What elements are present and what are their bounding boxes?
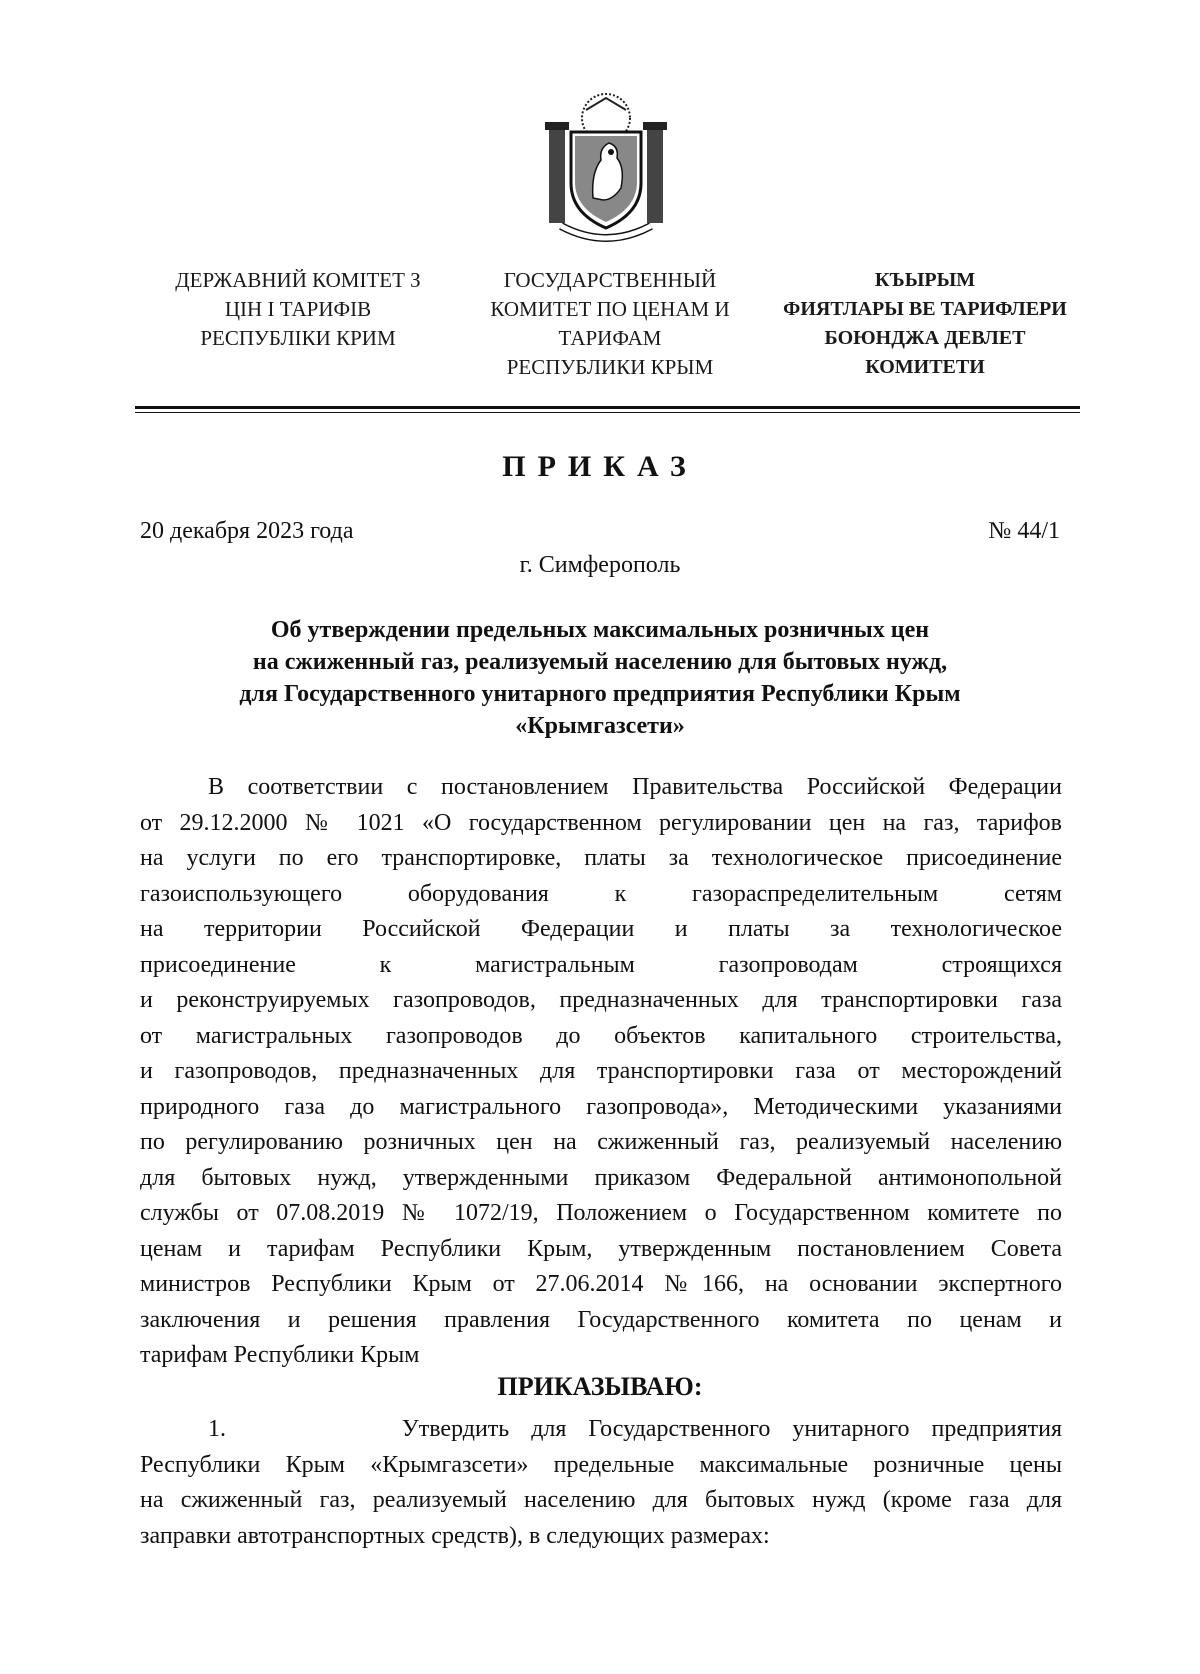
header-line: КОМИТЕТИ bbox=[865, 356, 985, 378]
document-title: ПРИКАЗ bbox=[502, 450, 698, 483]
preamble-line: и реконструируемых газопроводов, предназначенных для транспортировки газа bbox=[140, 987, 1062, 1013]
preamble-line: на услуги по его транспортировке, платы за технологическое присоединение bbox=[140, 845, 1062, 871]
preamble-line: природного газа до магистрального газопровода», Методическими указаниями bbox=[140, 1093, 1062, 1120]
preamble-line: и газопроводов, предназначенных для транспортировки газа от месторождений bbox=[140, 1058, 1062, 1084]
header-line: ЦІН І ТАРИФІВ bbox=[224, 297, 372, 321]
preamble-paragraph bbox=[140, 770, 1062, 1374]
order-item-1 bbox=[140, 1412, 1062, 1554]
preamble-line: министров Республики Крым от 27.06.2014 №166, на основании экспертного bbox=[140, 1271, 1062, 1297]
header-crimean-tatar bbox=[770, 266, 1080, 382]
document-date: 20 декабря 2023 года bbox=[140, 518, 354, 544]
subject-line: Об утверждении предельных максимальных розничных цен bbox=[270, 617, 930, 643]
preamble-line: газоиспользующего оборудования к газораспределительным сетям bbox=[140, 880, 1062, 907]
preamble-line: присоединение к магистральным газопроводам строящихся bbox=[140, 951, 1062, 978]
header-line: КЪЫРЫМ bbox=[874, 269, 976, 291]
header-russian bbox=[465, 266, 755, 382]
preamble-line: от магистральных газопроводов до объектов капитального строительства, bbox=[140, 1022, 1062, 1049]
header-line: ГОСУДАРСТВЕННЫЙ bbox=[503, 268, 717, 292]
order-heading: ПРИКАЗЫВАЮ: bbox=[497, 1372, 703, 1401]
header-divider-thick bbox=[135, 406, 1080, 409]
preamble-line: на территории Российской Федерации и платы за технологическое bbox=[140, 916, 1062, 942]
preamble-line: от 29.12.2000 № 1021 «О государственном регулировании цен на газ, тарифов bbox=[140, 809, 1062, 836]
preamble-line: службы от 07.08.2019 № 1072/19, Положением о Государственном комитете по bbox=[140, 1200, 1062, 1226]
item-line: на сжиженный газ, реализуемый населению для бытовых нужд (кроме газа для bbox=[140, 1487, 1062, 1513]
preamble-line: В соответствии с постановлением Правительства Российской Федерации bbox=[208, 774, 1062, 800]
document-subject bbox=[140, 614, 1060, 742]
item-line: 1. Утвердить для Государственного унитарного предприятия bbox=[208, 1416, 1062, 1442]
header-line: ДЕРЖАВНИЙ КОМІТЕТ З bbox=[175, 268, 421, 292]
document-number: № 44/1 bbox=[988, 518, 1060, 544]
item-line: Республики Крым «Крымгазсети» предельные максимальные розничные цены bbox=[140, 1451, 1062, 1478]
preamble-line: ценам и тарифам Республики Крым, утвержденным постановлением Совета bbox=[140, 1235, 1062, 1262]
document-city: г. Симферополь bbox=[519, 552, 681, 578]
header-line: КОМИТЕТ ПО ЦЕНАМ И bbox=[490, 297, 730, 321]
header-line: РЕСПУБЛИКИ КРЫМ bbox=[506, 355, 714, 379]
crimea-coat-of-arms-emblem bbox=[541, 88, 671, 248]
preamble-line: по регулированию розничных цен на сжиженный газ, реализуемый населению bbox=[140, 1129, 1062, 1155]
header-line: БОЮНДЖА ДЕВЛЕТ bbox=[824, 327, 1026, 349]
header-divider-thin bbox=[135, 412, 1080, 413]
preamble-line: заключения и решения правления Государственного комитета по ценам и bbox=[140, 1306, 1062, 1333]
preamble-line: тарифам Республики Крым bbox=[140, 1342, 420, 1368]
subject-line: на сжиженный газ, реализуемый населению для бытовых нужд, bbox=[252, 649, 948, 675]
subject-line: «Крымгазсети» bbox=[515, 713, 685, 739]
header-line: РЕСПУБЛІКИ КРИМ bbox=[200, 326, 396, 350]
header-line: ТАРИФАМ bbox=[558, 326, 662, 350]
item-line: заправки автотранспортных средств), в следующих размерах: bbox=[140, 1522, 770, 1549]
preamble-line: для бытовых нужд, утвержденными приказом Федеральной антимонопольной bbox=[140, 1164, 1062, 1191]
subject-line: для Государственного унитарного предприятия Республики Крым bbox=[239, 681, 961, 707]
header-line: ФИЯТЛАРЫ ВЕ ТАРИФЛЕРИ bbox=[783, 298, 1067, 320]
header-ukrainian bbox=[148, 266, 448, 353]
